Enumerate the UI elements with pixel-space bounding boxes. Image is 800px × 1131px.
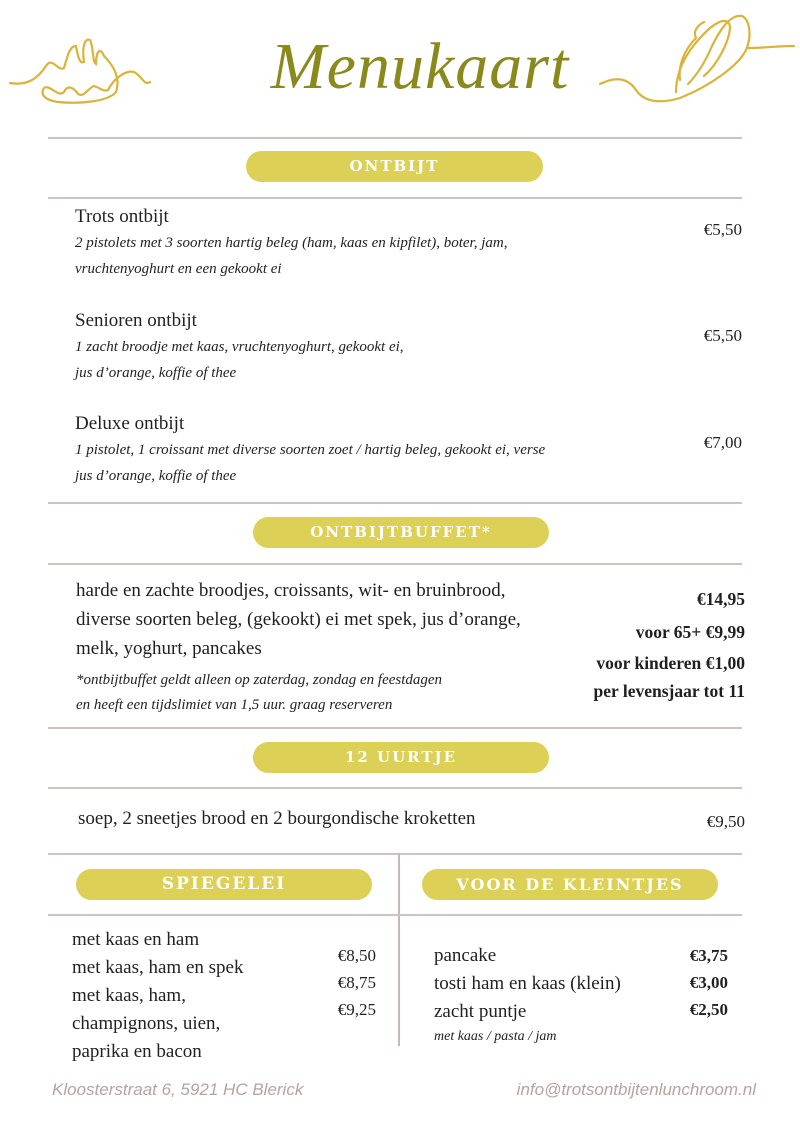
- item-price: €5,50: [703, 220, 742, 239]
- buffet-prices: [594, 583, 745, 705]
- kleintjes-prices: [672, 942, 728, 1023]
- footer-email[interactable]: info@trotsontbijtenlunchroom.nl: [516, 1080, 756, 1099]
- item-name: Deluxe ontbijt: [75, 413, 185, 434]
- desc-line: 1 pistolet, 1 croissant met diverse soorten zoet / hartig beleg, gekookt ei, verse: [75, 442, 546, 458]
- note-line: en heeft een tijdslimiet van 1,5 uur. graag reserveren: [76, 697, 393, 713]
- desc-line: vruchtenyoghurt en een gekookt ei: [75, 261, 282, 277]
- list-item: met kaas, ham,: [72, 985, 186, 1006]
- desc-line: diverse soorten beleg, (gekookt) ei met spek, jus d’orange,: [76, 609, 521, 630]
- list-item: champignons, uien,: [72, 1013, 221, 1034]
- spiegelei-prices: [320, 942, 376, 1023]
- spiegelei-items: [72, 926, 243, 1066]
- price-children-note: per levensjaar tot 11: [593, 681, 745, 701]
- list-item: met kaas en ham: [72, 929, 200, 950]
- list-item: paprika en bacon: [72, 1041, 202, 1062]
- baguette-line-art-icon: [580, 10, 800, 110]
- price: €9,25: [337, 1000, 376, 1019]
- page-title: Menukaart: [270, 30, 570, 103]
- divider: [48, 137, 742, 139]
- section-header-spiegelei: SPIEGELEI: [76, 869, 372, 900]
- bread-roll-line-art-icon: [8, 28, 218, 108]
- divider: [48, 914, 742, 916]
- item-description: [75, 437, 545, 489]
- price-senior: voor 65+ €9,99: [635, 622, 745, 642]
- price-children: voor kinderen €1,00: [596, 653, 745, 673]
- section-header-ontbijtbuffet: ONTBIJTBUFFET*: [253, 517, 549, 548]
- divider: [48, 502, 742, 504]
- kleintjes-note: met kaas / pasta / jam: [434, 1029, 557, 1044]
- desc-line: jus d’orange, koffie of thee: [75, 365, 237, 381]
- kleintjes-names: [434, 942, 621, 1026]
- section-header-voor-de-kleintjes: VOOR DE KLEINTJES: [422, 869, 718, 900]
- item-name: Trots ontbijt: [75, 206, 169, 227]
- item-price: €7,00: [703, 433, 742, 452]
- price: €8,75: [337, 973, 376, 992]
- desc-line: melk, yoghurt, pancakes: [76, 638, 262, 659]
- list-item: zacht puntje: [434, 1001, 527, 1022]
- price: €8,50: [337, 946, 376, 965]
- list-item: tosti ham en kaas (klein): [434, 973, 621, 994]
- note-line: *ontbijtbuffet geldt alleen op zaterdag, zondag en feestdagen: [76, 672, 443, 688]
- column-divider: [398, 853, 400, 1046]
- item-name: Senioren ontbijt: [75, 310, 197, 331]
- desc-line: 2 pistolets met 3 soorten hartig beleg (ham, kaas en kipfilet), boter, jam,: [75, 235, 508, 251]
- footer-address: Kloosterstraat 6, 5921 HC Blerick: [52, 1080, 304, 1099]
- price: €2,50: [689, 1000, 728, 1019]
- desc-line: harde en zachte broodjes, croissants, wit- en bruinbrood,: [76, 580, 506, 601]
- section-header-ontbijt: ONTBIJT: [246, 151, 543, 182]
- price: €3,00: [689, 973, 728, 992]
- section-header-12-uurtje: 12 UURTJE: [253, 742, 549, 773]
- item-price: €9,50: [706, 812, 745, 831]
- desc-line: 1 zacht broodje met kaas, vruchtenyoghurt, gekookt ei,: [75, 339, 404, 355]
- desc-line: jus d’orange, koffie of thee: [75, 468, 237, 484]
- divider: [48, 197, 742, 199]
- item-description: [75, 230, 507, 282]
- item-description: [75, 334, 404, 386]
- divider: [48, 853, 742, 855]
- buffet-footnote: [76, 668, 442, 718]
- divider: [48, 563, 742, 565]
- list-item: met kaas, ham en spek: [72, 957, 244, 978]
- item-name: soep, 2 sneetjes brood en 2 bourgondische kroketten: [78, 808, 476, 829]
- list-item: pancake: [434, 945, 497, 966]
- buffet-description: [76, 576, 521, 663]
- price: €3,75: [689, 946, 728, 965]
- header: [0, 0, 800, 130]
- divider: [48, 787, 742, 789]
- item-price: €5,50: [703, 326, 742, 345]
- divider: [48, 727, 742, 729]
- price-adult: €14,95: [696, 589, 745, 609]
